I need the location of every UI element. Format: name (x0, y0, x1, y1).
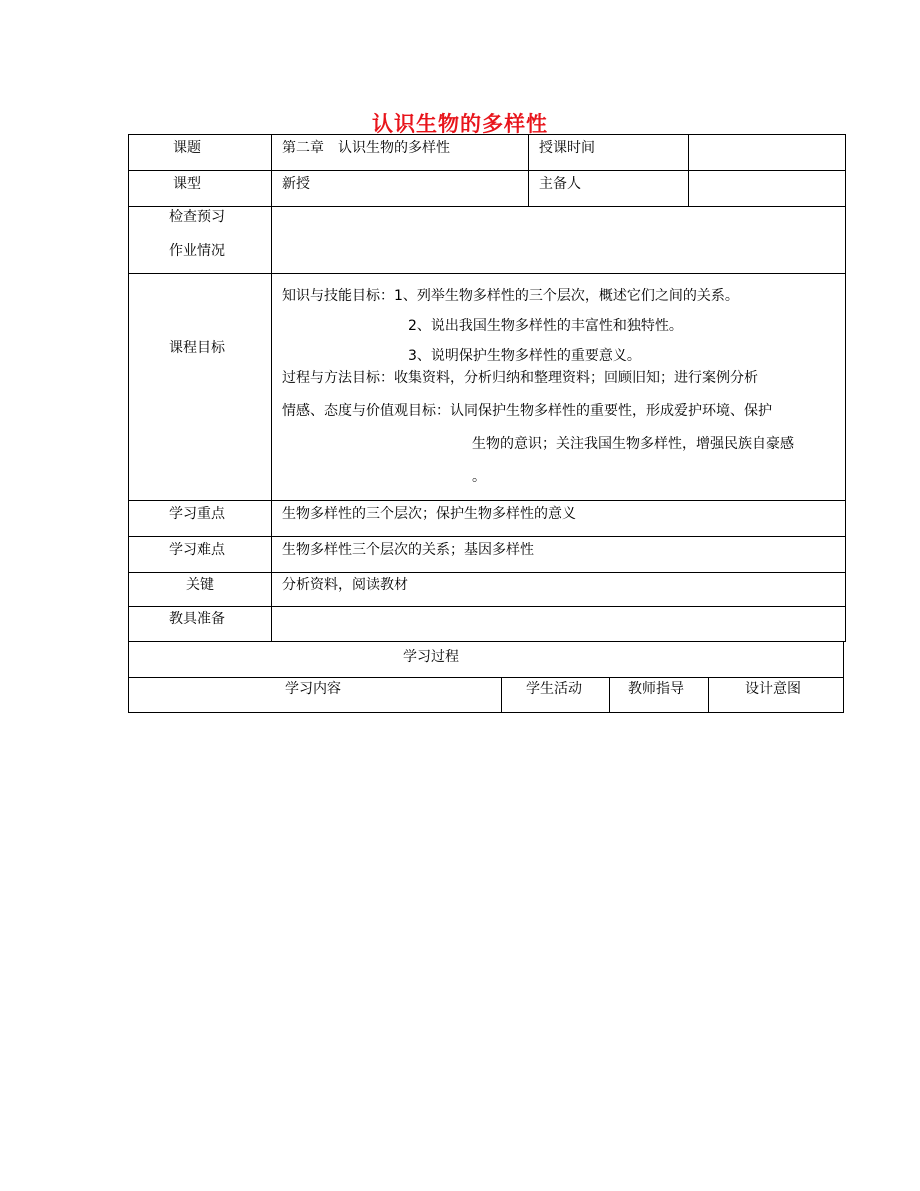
process-col-student: 学生活动 (526, 681, 582, 697)
preparer-label: 主备人 (539, 176, 581, 192)
preview-value-cell (271, 206, 846, 274)
type-value: 新授 (282, 176, 310, 192)
topic-value-cell (271, 134, 529, 171)
key-points-label-cell (128, 500, 272, 537)
time-value-cell (688, 134, 846, 171)
type-label: 课型 (173, 176, 201, 192)
tools-label: 教具准备 (169, 611, 225, 627)
goals-line-5: 情感、态度与价值观目标：认同保护生物多样性的重要性，形成爱护环境、保护 (282, 403, 772, 419)
process-header: 学习过程 (403, 649, 459, 665)
preparer-value-cell (688, 170, 846, 207)
process-col-teacher-cell (609, 677, 709, 713)
goals-label: 课程目标 (169, 340, 225, 356)
time-label-cell (528, 134, 689, 171)
difficulties-label-cell (128, 536, 272, 573)
preview-label-line2: 作业情况 (169, 243, 225, 259)
goals-line-7: 。 (472, 469, 486, 485)
key-points-label: 学习重点 (169, 506, 225, 522)
process-col-teacher: 教师指导 (628, 681, 684, 697)
topic-value: 第二章 认识生物的多样性 (282, 140, 450, 156)
process-col-student-cell (501, 677, 610, 713)
topic-label-cell (128, 134, 272, 171)
process-col-intent: 设计意图 (745, 681, 801, 697)
process-col-content-cell (128, 677, 502, 713)
process-header-cell (128, 641, 844, 678)
key-points-value-cell (271, 500, 846, 537)
key-label: 关键 (186, 577, 214, 593)
key-points-value: 生物多样性的三个层次；保护生物多样性的意义 (282, 506, 576, 522)
key-value-cell (271, 572, 846, 607)
process-col-content: 学习内容 (285, 681, 341, 697)
goals-value-cell (271, 273, 846, 501)
goals-line-4: 过程与方法目标：收集资料，分析归纳和整理资料；回顾旧知；进行案例分析 (282, 370, 758, 386)
tools-value-cell (271, 606, 846, 642)
topic-label: 课题 (173, 140, 201, 156)
process-col-intent-cell (708, 677, 844, 713)
key-value: 分析资料，阅读教材 (282, 577, 408, 593)
preview-label-cell (128, 206, 272, 274)
goals-line-3: 3、说明保护生物多样性的重要意义。 (408, 348, 641, 364)
preparer-label-cell (528, 170, 689, 207)
goals-line-2: 2、说出我国生物多样性的丰富性和独特性。 (408, 318, 683, 334)
tools-label-cell (128, 606, 272, 642)
difficulties-value: 生物多样性三个层次的关系；基因多样性 (282, 542, 534, 558)
difficulties-value-cell (271, 536, 846, 573)
preview-label-line1: 检查预习 (169, 209, 225, 225)
type-value-cell (271, 170, 529, 207)
goals-line-6: 生物的意识；关注我国生物多样性，增强民族自豪感 (472, 436, 794, 452)
time-label: 授课时间 (539, 140, 595, 156)
page-title: 认识生物的多样性 (372, 112, 548, 136)
goals-label-cell (128, 273, 272, 501)
type-label-cell (128, 170, 272, 207)
difficulties-label: 学习难点 (169, 542, 225, 558)
key-label-cell (128, 572, 272, 607)
goals-line-1: 知识与技能目标：1、列举生物多样性的三个层次，概述它们之间的关系。 (282, 288, 739, 304)
